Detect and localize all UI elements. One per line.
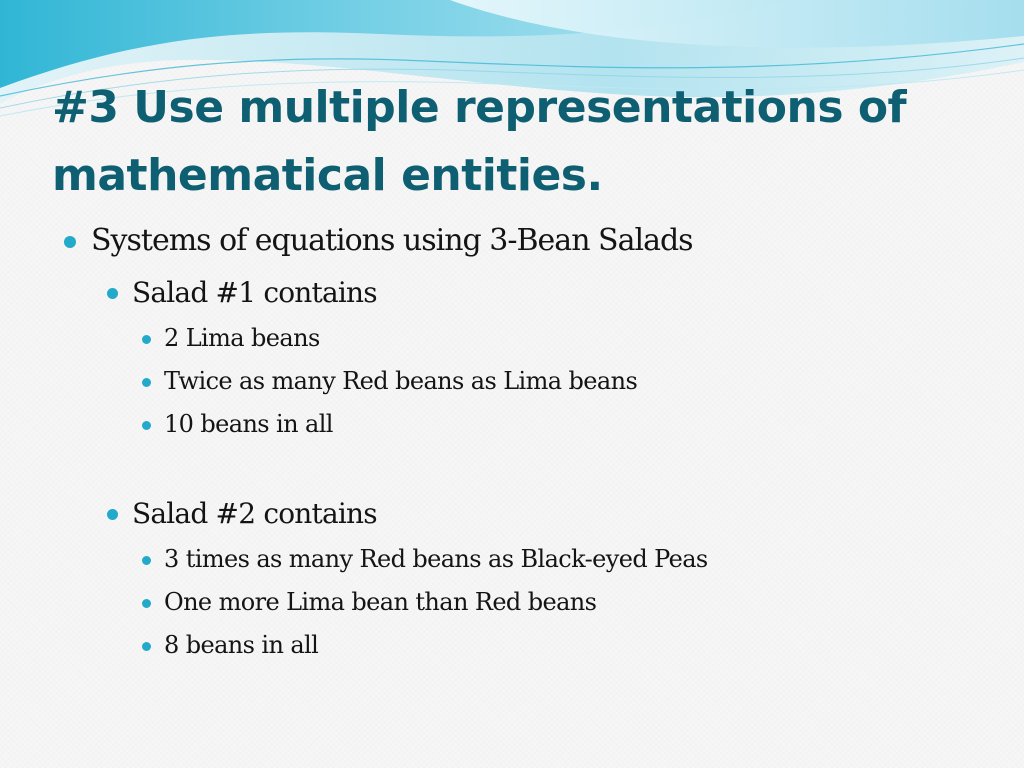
bullet-icon xyxy=(142,378,151,387)
salad-1-item xyxy=(164,367,637,395)
salad-2-item xyxy=(164,545,708,573)
salad-2-item xyxy=(164,588,596,616)
bullet-icon xyxy=(107,509,118,520)
bullet-icon xyxy=(142,599,151,608)
slide-title-line-2: mathematical entities. xyxy=(52,150,603,201)
salad-1-heading xyxy=(132,276,377,309)
bullet-icon xyxy=(142,421,151,430)
salad-1-item-text: 2 Lima beans xyxy=(164,324,320,352)
salad-1-item-text: 10 beans in all xyxy=(164,410,333,438)
salad-2-item-text: 8 beans in all xyxy=(164,631,319,659)
bullet-icon xyxy=(142,642,151,651)
bullet-icon xyxy=(64,236,76,248)
salad-1-item xyxy=(164,410,333,438)
salad-2-heading-text: Salad #2 contains xyxy=(132,497,377,530)
salad-2-heading xyxy=(132,497,377,530)
salad-1-heading-text: Salad #1 contains xyxy=(132,276,377,309)
salad-2-item-text: 3 times as many Red beans as Black-eyed Peas xyxy=(164,545,708,573)
salad-1-item xyxy=(164,324,320,352)
salad-2-item-text: One more Lima bean than Red beans xyxy=(164,588,597,616)
bullet-icon xyxy=(142,556,151,565)
main-bullet-item xyxy=(91,223,693,258)
slide-title-line-1: #3 Use multiple representations of xyxy=(52,82,907,133)
salad-1-item-text: Twice as many Red beans as Lima beans xyxy=(164,367,638,395)
salad-2-item xyxy=(164,631,318,659)
slide-title xyxy=(52,74,992,210)
main-bullet-text: Systems of equations using 3-Bean Salads xyxy=(91,223,693,258)
bullet-icon xyxy=(142,335,151,344)
bullet-icon xyxy=(107,288,118,299)
